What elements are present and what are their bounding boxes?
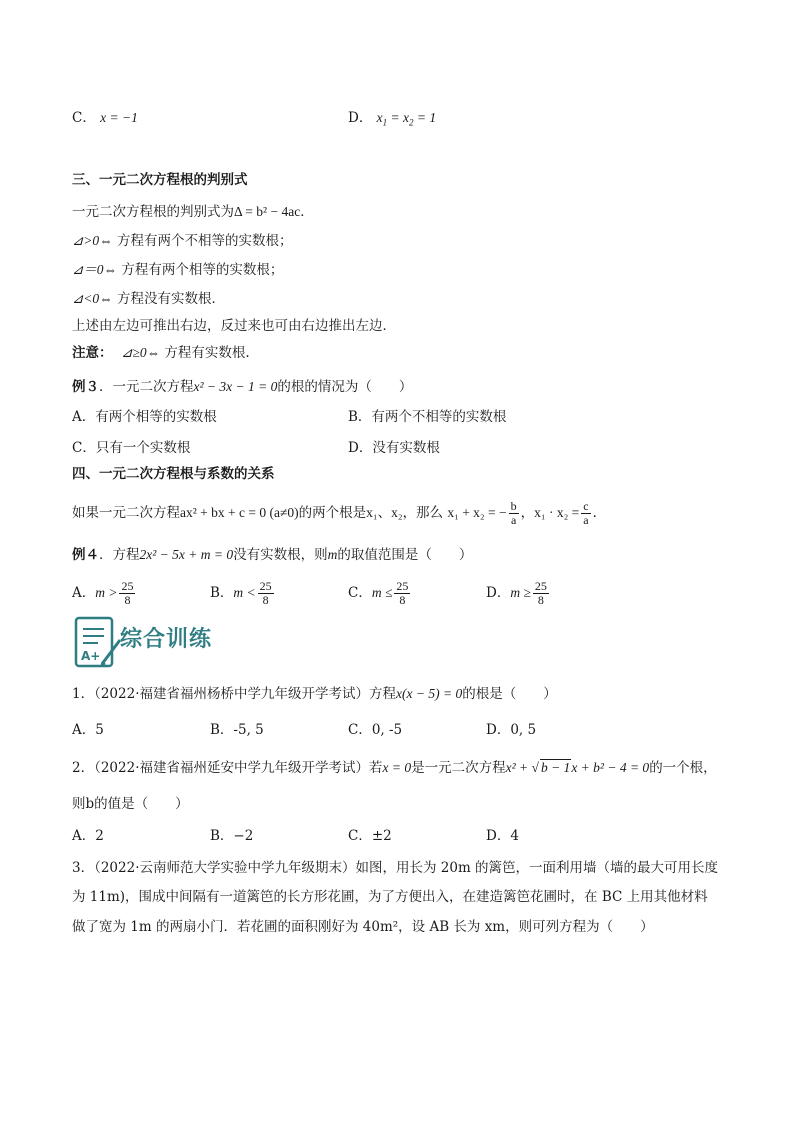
q2-option-c: C．±2 xyxy=(348,828,392,844)
vieta-line: 如果一元二次方程ax² + bx + c = 0 (a≠0)的两个根是x₁、x₂，那么 x₁ + x₂ = − $\frac{b}{a}$ ，x₁ · x₂ = $\frac{c}{a}$ ． xyxy=(72,499,607,527)
q3-line3: 做了宽为 1m 的两扇小门．若花圃的面积刚好为 40m²，设 AB 长为 xm，则可列方程为（ ） xyxy=(72,919,654,935)
condition-negative: ⊿<0⇔ 方程没有实数根． xyxy=(72,291,225,307)
example4-question: 例４．方程2x² − 5x + m = 0没有实数根，则m的取值范围是（ ） xyxy=(72,547,473,563)
example3-option-d: D．没有实数根 xyxy=(348,440,440,456)
section4-heading: 四、一元二次方程根与系数的关系 xyxy=(72,466,275,482)
q2-question: 2．（2022·福建省福州延安中学九年级开学考试）若x = 0是一元二次方程x² + √ b − 1x + b² − 4 = 0的一个根， xyxy=(72,760,717,776)
q1-option-c: C．0, -5 xyxy=(348,722,403,738)
q2-option-d: D．4 xyxy=(486,828,519,844)
q2-option-a: A．2 xyxy=(72,828,104,844)
discriminant-line: 一元二次方程根的判别式为Δ = b² − 4ac． xyxy=(72,204,314,220)
section3-summary: 上述由左边可推出右边，反过来也可由右边推出左边． xyxy=(72,318,396,334)
prev-option-c: C． x = −1 xyxy=(72,110,138,126)
q2-option-b: B．−2 xyxy=(210,828,254,844)
q1-option-a: A．5 xyxy=(72,722,104,738)
example4-option-c: C．m ≤ $\frac{25}{8}$ xyxy=(348,579,409,607)
condition-positive: ⊿>0⇔ 方程有两个不相等的实数根； xyxy=(72,233,293,249)
q3-line1: 3．（2022·云南师范大学实验中学九年级期末）如图，用长为 20m 的篱笆，一面利用墙（墙的最大可用长度 xyxy=(72,860,719,876)
example3-option-a: A．有两个相等的实数根 xyxy=(72,409,217,425)
q1-option-d: D．0, 5 xyxy=(486,722,537,738)
fraction-c-over-a: $\frac{c}{a}$ xyxy=(583,499,589,527)
example3-question: 例３．一元二次方程x² − 3x − 1 = 0的根的情况为（ ） xyxy=(72,379,413,395)
prev-option-d: D． $x_1 = x_2 = 1$ xyxy=(348,110,437,128)
grade-icon-label: A+ xyxy=(81,649,101,663)
example4-option-d: D．m ≥ $\frac{25}{8}$ xyxy=(486,579,547,607)
q3-line2: 为 11m)，围成中间隔有一道篱笆的长方形花圃，为了方便出入，在建造篱笆花圃时，在 BC 上用其他材料 xyxy=(72,889,708,905)
section3-note: 注意： ⊿≥0⇔ 方程有实数根. xyxy=(72,345,250,361)
example4-option-a: A．m > $\frac{25}{8}$ xyxy=(72,579,134,607)
training-banner-title: 综合训练 xyxy=(120,627,213,652)
q1-option-b: B．-5, 5 xyxy=(210,722,264,738)
example3-option-b: B．有两个不相等的实数根 xyxy=(348,409,507,425)
q1-question: 1．（2022·福建省福州杨桥中学九年级开学考试）方程x(x − 5) = 0的根是（ ） xyxy=(72,686,557,702)
condition-zero: ⊿＝0⇔ 方程有两个相等的实数根； xyxy=(72,262,284,278)
example4-option-b: B．m < $\frac{25}{8}$ xyxy=(210,579,272,607)
example3-option-c: C．只有一个实数根 xyxy=(72,440,191,456)
q2-question-line2: 则b的值是（ ） xyxy=(72,796,189,812)
section3-heading: 三、一元二次方程根的判别式 xyxy=(72,172,248,188)
fraction-b-over-a: $\frac{b}{a}$ xyxy=(510,499,517,527)
